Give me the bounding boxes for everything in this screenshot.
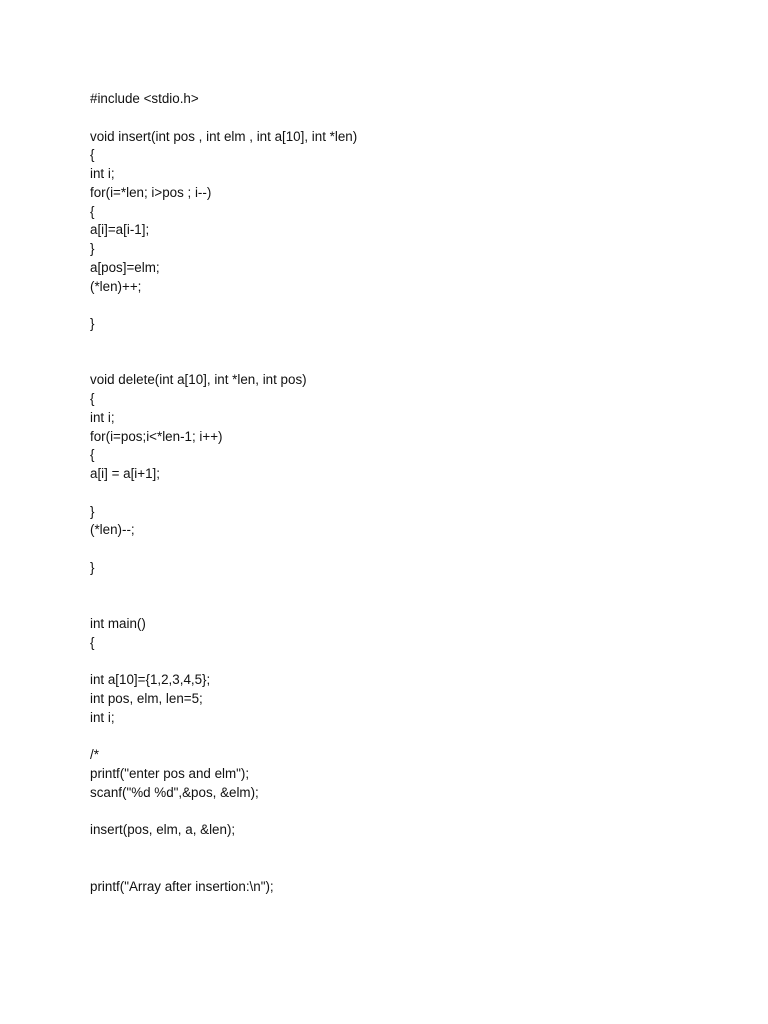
code-line: } (90, 241, 95, 256)
code-line (90, 484, 357, 503)
code-line: for(i=pos;i<*len-1; i++) (90, 428, 223, 444)
code-line: /* (90, 747, 99, 763)
code-line: } (90, 559, 95, 575)
code-line: int i; (90, 709, 115, 725)
code-line: a[i] = a[i+1]; (90, 466, 160, 481)
code-line: for(i=*len; i>pos ; i--) (90, 184, 212, 200)
code-line (90, 296, 357, 315)
code-line (90, 109, 357, 128)
code-line: #include <stdio.h> (90, 91, 199, 106)
code-line (90, 859, 357, 878)
code-line (90, 728, 357, 747)
code-line: int a[10]={1,2,3,4,5}; (90, 672, 211, 688)
code-line: int pos, elm, len=5; (90, 691, 203, 706)
code-line: insert(pos, elm, a, &len); (90, 822, 236, 838)
code-line: { (90, 203, 95, 219)
code-line (90, 803, 357, 822)
code-line: int main() (90, 616, 146, 631)
code-line: } (90, 316, 95, 331)
code-line (90, 334, 357, 353)
code-line (90, 596, 357, 615)
code-line (90, 540, 357, 559)
code-line: (*len)--; (90, 522, 135, 538)
code-line: (*len)++; (90, 278, 142, 294)
code-line: { (90, 147, 95, 163)
code-line: scanf("%d %d",&pos, &elm); (90, 784, 259, 800)
code-line: a[pos]=elm; (90, 259, 160, 275)
code-listing (90, 90, 357, 896)
code-line: a[i]=a[i-1]; (90, 222, 150, 238)
code-line: int i; (90, 166, 115, 181)
code-line: void insert(int pos , int elm , int a[10], int *len) (90, 128, 358, 144)
code-line (90, 353, 357, 372)
code-line (90, 840, 357, 859)
code-line (90, 578, 357, 597)
code-line: int i; (90, 409, 115, 425)
code-line: } (90, 503, 95, 519)
code-line: { (90, 391, 95, 406)
code-line: { (90, 447, 95, 463)
code-line: { (90, 634, 95, 650)
code-line: printf("Array after insertion:\n"); (90, 878, 274, 894)
code-line (90, 653, 357, 672)
code-line: printf("enter pos and elm"); (90, 766, 250, 781)
code-line: void delete(int a[10], int *len, int pos) (90, 372, 307, 388)
